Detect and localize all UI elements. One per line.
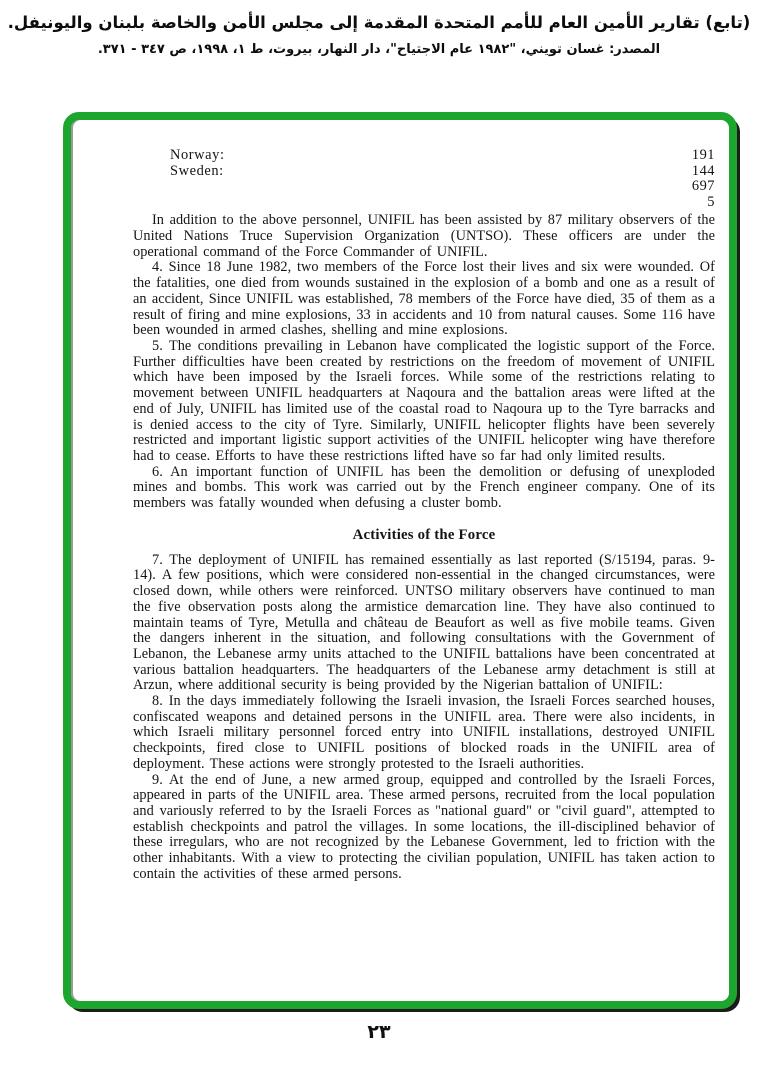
contributor-row — [133, 179, 715, 195]
contributor-value: 144 — [691, 162, 715, 179]
troop-contributors-list — [133, 148, 715, 210]
paragraph-6-demolition: 6. An important function of UNIFIL has been the demolition or defusing of unexploded mines and bombs. This work was carried out by the French engineer company. One of its members was fatally wounded when defusing a cluster bomb. — [133, 463, 715, 512]
paragraph-7-deployment: 7. The deployment of UNIFIL has remained essentially as last reported (S/15194, paras. 9-14). A few positions, which were considered non-essential in the changed circumstances, were closed down, while others were reinforced. UNTSO military observers have continued to man the five observation posts along the armistice demarcation line. They have also continued to maintain teams of Tyre, Metulla and château de Beaufort as well as five mobile teams. Given the dangers inherent in the situation, and following consultations with the Government of Lebanon, the Lebanese army units attached to the UNIFIL battalions have been concentrated at various battalion headquarters. The headquarters of the Lebanese army detachment is still at Arzun, where additional security is being provided by the Nigerian battalion of UNIFIL: — [133, 551, 715, 694]
section-heading-activities: Activities of the Force — [352, 526, 496, 543]
paragraph-5-logistics: 5. The conditions prevailing in Lebanon have complicated the logistic support of the Force. Further difficulties have been created by restrictions on the freedom of movement of UNIFIL which have been imposed by the Israeli forces. While some of the restrictions relating to movement between UNIFIL headquarters at Naqoura and the battalion areas were lifted at the end of July, UNIFIL has limited use of the coastal road to Naqoura up to the Tyre barracks and is denied access to the city of Tyre. Similarly, UNIFIL helicopter flights have been severely restricted and important ligistic support activities of the UNIFIL helicopter wing have therefore had to cease. Efforts to have these restrictions lifted have so far had only limited results. — [133, 338, 715, 464]
paragraph-4-casualties: 4. Since 18 June 1982, two members of the Force lost their lives and six were wounded. Of the fatalities, one died from wounds sustained in the explosion of a bomb and one as a result of an accident, Since UNIFIL was established, 78 members of the Force have died, 35 of them as a result of firing and mine explosions, 33 in accidents and 10 from natural causes. Some 116 have been wounded in armed clashes, shelling and mine explosions. — [133, 259, 715, 339]
report-body — [133, 213, 715, 882]
contributor-value: 191 — [691, 147, 715, 163]
paragraph-8-incidents: 8. In the days immediately following the Israeli invasion, the Israeli Forces searched houses, confiscated weapons and detained persons in the UNIFIL area. There were also incidents, in which Israeli military personnel forced entry into UNIFIL installations, destroyed UNIFIL checkpoints, fired close to UNIFIL positions of blocked roads in the UNIFIL area of deployment. These actions were strongly protested to the Israeli authorities. — [133, 693, 715, 772]
header-source-line: المصدر: غسان تويني، "١٩٨٢ عام الاجتياح"، دار النهار، بيروت، ط ١، ١٩٩٨، ص ٣٤٧ - ٣٧١. — [97, 42, 661, 57]
contributor-row — [133, 148, 715, 164]
arabic-header — [0, 10, 758, 62]
contributor-value: 697 — [691, 178, 715, 195]
header-title-line: (تابع) تقارير الأمين العام للأمم المتحدة المقدمة إلى مجلس الأمن والخاصة بلبنان واليونيفل. — [7, 13, 751, 32]
paragraph-9-armed-group: 9. At the end of June, a new armed group, equipped and controlled by the Israeli Forces, appeared in parts of the UNIFIL area. These armed persons, recruited from the local population and variously referred to by the Israeli Forces as "national guard" or "civil guard", attempted to establish checkpoints and patrol the villages. In some locations, the ill-disciplined behavior of these irregulars, who are not recognized by the Lebanese Government, led to friction with the other inhabitants. With a view to protecting the civilian population, UNIFIL has taken action to contain the activities of these armed persons. — [133, 771, 715, 882]
green-scan-frame — [63, 112, 737, 1009]
paragraph-untso: In addition to the above personnel, UNIFIL has been assisted by 87 military observers of the United Nations Truce Supervision Organization (UNTSO). These officers are under the operational command of the Force Commander of UNIFIL. — [133, 212, 715, 260]
contributor-label: Sweden: — [170, 162, 224, 179]
page-number: ٢٣ — [367, 1021, 391, 1043]
contributor-row — [133, 195, 715, 211]
contributor-value: 5 — [707, 193, 715, 210]
contributor-label: Norway: — [170, 147, 225, 163]
contributor-row — [133, 164, 715, 180]
